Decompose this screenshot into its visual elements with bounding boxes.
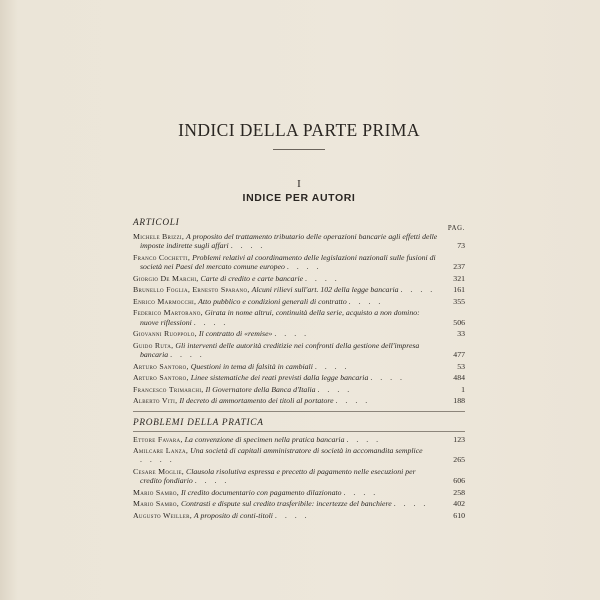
entry-title: Linee sistematiche dei reati previsti dalla legge bancaria: [190, 373, 369, 383]
leader-dots: . . . .: [335, 396, 371, 406]
leader-dots: . . . .: [286, 262, 322, 272]
entry-title: Atto pubblico e condizioni generali di contratto: [198, 296, 347, 306]
page-column-label: PAG.: [447, 225, 465, 232]
index-entry: [133, 297, 465, 306]
entry-author: Augusto Weiller,: [133, 510, 192, 520]
entry-text: [133, 385, 443, 394]
title-divider: [273, 149, 325, 150]
entry-author: Francesco Trimarchi,: [133, 384, 204, 394]
index-title: INDICE PER AUTORI: [242, 192, 356, 204]
entry-author: Enrico Marmocchi,: [133, 296, 197, 306]
entry-page: 188: [453, 396, 465, 406]
index-entry: [133, 385, 465, 394]
leader-dots: . . . .: [346, 434, 382, 444]
entry-page: 123: [453, 434, 465, 444]
index-entry: [133, 274, 465, 283]
entry-page: 1: [461, 384, 465, 394]
index-entry: [133, 435, 465, 444]
entry-text: [133, 341, 443, 360]
leader-dots: . . . .: [393, 499, 429, 509]
index-entry: [133, 362, 465, 371]
leader-dots: . . . .: [170, 350, 205, 360]
index-entry: [133, 285, 465, 294]
entry-page: 355: [453, 296, 465, 306]
entry-text: [133, 232, 443, 251]
index-entry: [133, 396, 465, 405]
entry-title: Il Governatore della Banca d'Italia: [205, 384, 316, 394]
entry-page: 402: [453, 499, 465, 509]
leader-dots: . . . .: [348, 296, 384, 306]
entry-title: A proposito del trattamento tributario delle operazioni bancarie agli effetti delle imposte indirette sugli affari: [140, 232, 438, 251]
entry-page: 53: [457, 361, 465, 371]
entry-author: Franco Cochetti,: [133, 252, 191, 262]
leader-dots: . . . .: [317, 384, 353, 394]
leader-dots: . . . .: [274, 510, 310, 520]
entry-author: Guido Ruta,: [133, 340, 174, 350]
leader-dots: . . . .: [274, 329, 310, 339]
entry-text: [133, 297, 443, 306]
entry-page: 161: [453, 285, 465, 295]
leader-dots: . . . .: [400, 285, 436, 295]
entry-list: [133, 232, 465, 406]
part-number: I: [297, 178, 301, 190]
entry-author: Ettore Favara,: [133, 434, 183, 444]
leader-dots: . . . .: [343, 487, 379, 497]
entry-author: Brunello Foglia, Ernesto Sparano,: [133, 285, 250, 295]
index-entry: [133, 499, 465, 508]
index-entry: [133, 511, 465, 520]
entry-author: Arturo Santoro,: [133, 361, 189, 371]
entry-text: [133, 511, 443, 520]
section-articoli: [133, 218, 465, 406]
entry-title: Questioni in tema di falsità in cambiali: [190, 361, 313, 371]
entry-page: 610: [453, 510, 465, 520]
entry-page: 258: [453, 487, 465, 497]
entry-text: [133, 499, 443, 508]
entry-author: Giorgio De Marchi,: [133, 273, 199, 283]
entry-author: Mario Sambo,: [133, 487, 179, 497]
entry-title: Gli interventi delle autorità creditizie nei confronti della gestione dell'impresa bancaria: [140, 340, 420, 360]
entry-text: [133, 467, 443, 486]
section-heading: ARTICOLI: [133, 218, 180, 228]
index-entry: [133, 253, 465, 272]
entry-title: Il decreto di ammortamento dei titoli al portatore: [179, 396, 334, 406]
entry-title: Il contratto di «remise»: [198, 329, 273, 339]
entry-page: 33: [457, 329, 465, 339]
entry-page: 321: [453, 273, 465, 283]
index-entry: [133, 232, 465, 251]
entry-author: Giovanni Ruoppolo,: [133, 329, 197, 339]
entry-text: [133, 446, 443, 465]
entry-author: Amilcare Lanza,: [133, 446, 189, 456]
entry-text: [133, 362, 443, 371]
index-entry: [133, 488, 465, 497]
entry-title: La convenzione di specimen nella pratica bancaria: [184, 434, 345, 444]
entry-author: Mario Sambo,: [133, 499, 179, 509]
entry-author: Federico Martorano,: [133, 308, 203, 318]
entry-title: Girata in nome altrui, continuità della serie, acquisto a non domino: nuove riflessioni: [140, 308, 420, 327]
entry-text: [133, 274, 443, 283]
leader-dots: . . . .: [305, 273, 340, 283]
index-entry: [133, 341, 465, 360]
entry-page: 265: [453, 455, 465, 465]
index-entry: [133, 467, 465, 486]
entry-title: Carte di credito e carte bancarie: [200, 273, 304, 283]
leader-dots: . . . .: [140, 455, 175, 465]
leader-dots: . . . .: [193, 317, 229, 327]
entry-title: Una società di capitali amministratore di società in accomandita semplice: [190, 446, 423, 456]
entry-author: Cesare Moglie,: [133, 466, 185, 476]
entry-title: Contrasti e dispute sul credito trasferibile: incertezze del banchiere: [180, 499, 392, 509]
section-heading: PROBLEMI DELLA PRATICA: [133, 417, 264, 428]
leader-dots: . . . .: [314, 361, 350, 371]
entry-title: Alcuni rilievi sull'art. 102 della legge bancaria: [251, 285, 399, 295]
entry-page: 237: [453, 262, 465, 272]
leader-dots: . . . .: [194, 476, 230, 486]
entry-title: Il credito documentario con pagamento dilazionato: [180, 487, 342, 497]
entry-page: 506: [453, 317, 465, 327]
entry-title: Problemi relativi al coordinamento delle legislazioni nazionali sulle fusioni di società nei Paesi del mercato comune europeo: [140, 252, 436, 272]
entry-page: 73: [457, 241, 465, 251]
entry-text: [133, 285, 443, 294]
entry-author: Alberto Viti,: [133, 396, 178, 406]
leader-dots: . . . .: [370, 373, 405, 383]
entry-title: A proposito di conti-titoli: [193, 510, 273, 520]
entry-title: Clausola risolutiva espressa e precetto di pagamento nelle esecuzioni per credito fondiario: [140, 466, 416, 486]
entry-text: [133, 253, 443, 272]
entry-text: [133, 373, 443, 382]
leader-dots: . . . .: [230, 241, 266, 251]
entry-author: Arturo Santoro,: [133, 373, 189, 383]
index-content: [133, 112, 465, 522]
index-entry: [133, 329, 465, 338]
entry-page: 606: [453, 476, 465, 486]
section-divider: [133, 411, 465, 412]
entry-text: [133, 308, 443, 327]
entry-text: [133, 488, 443, 497]
index-entry: [133, 308, 465, 327]
entry-page: 484: [453, 373, 465, 383]
entry-list: [133, 435, 465, 521]
section-divider: [133, 431, 465, 432]
index-entry: [133, 373, 465, 382]
entry-page: 477: [453, 350, 465, 360]
entry-text: [133, 396, 443, 405]
entry-text: [133, 329, 443, 338]
main-title: INDICI DELLA PARTE PRIMA: [178, 120, 420, 140]
index-entry: [133, 446, 465, 465]
entry-text: [133, 435, 443, 444]
entry-author: Michele Brizzi,: [133, 232, 185, 241]
section-problemi: [133, 411, 465, 521]
